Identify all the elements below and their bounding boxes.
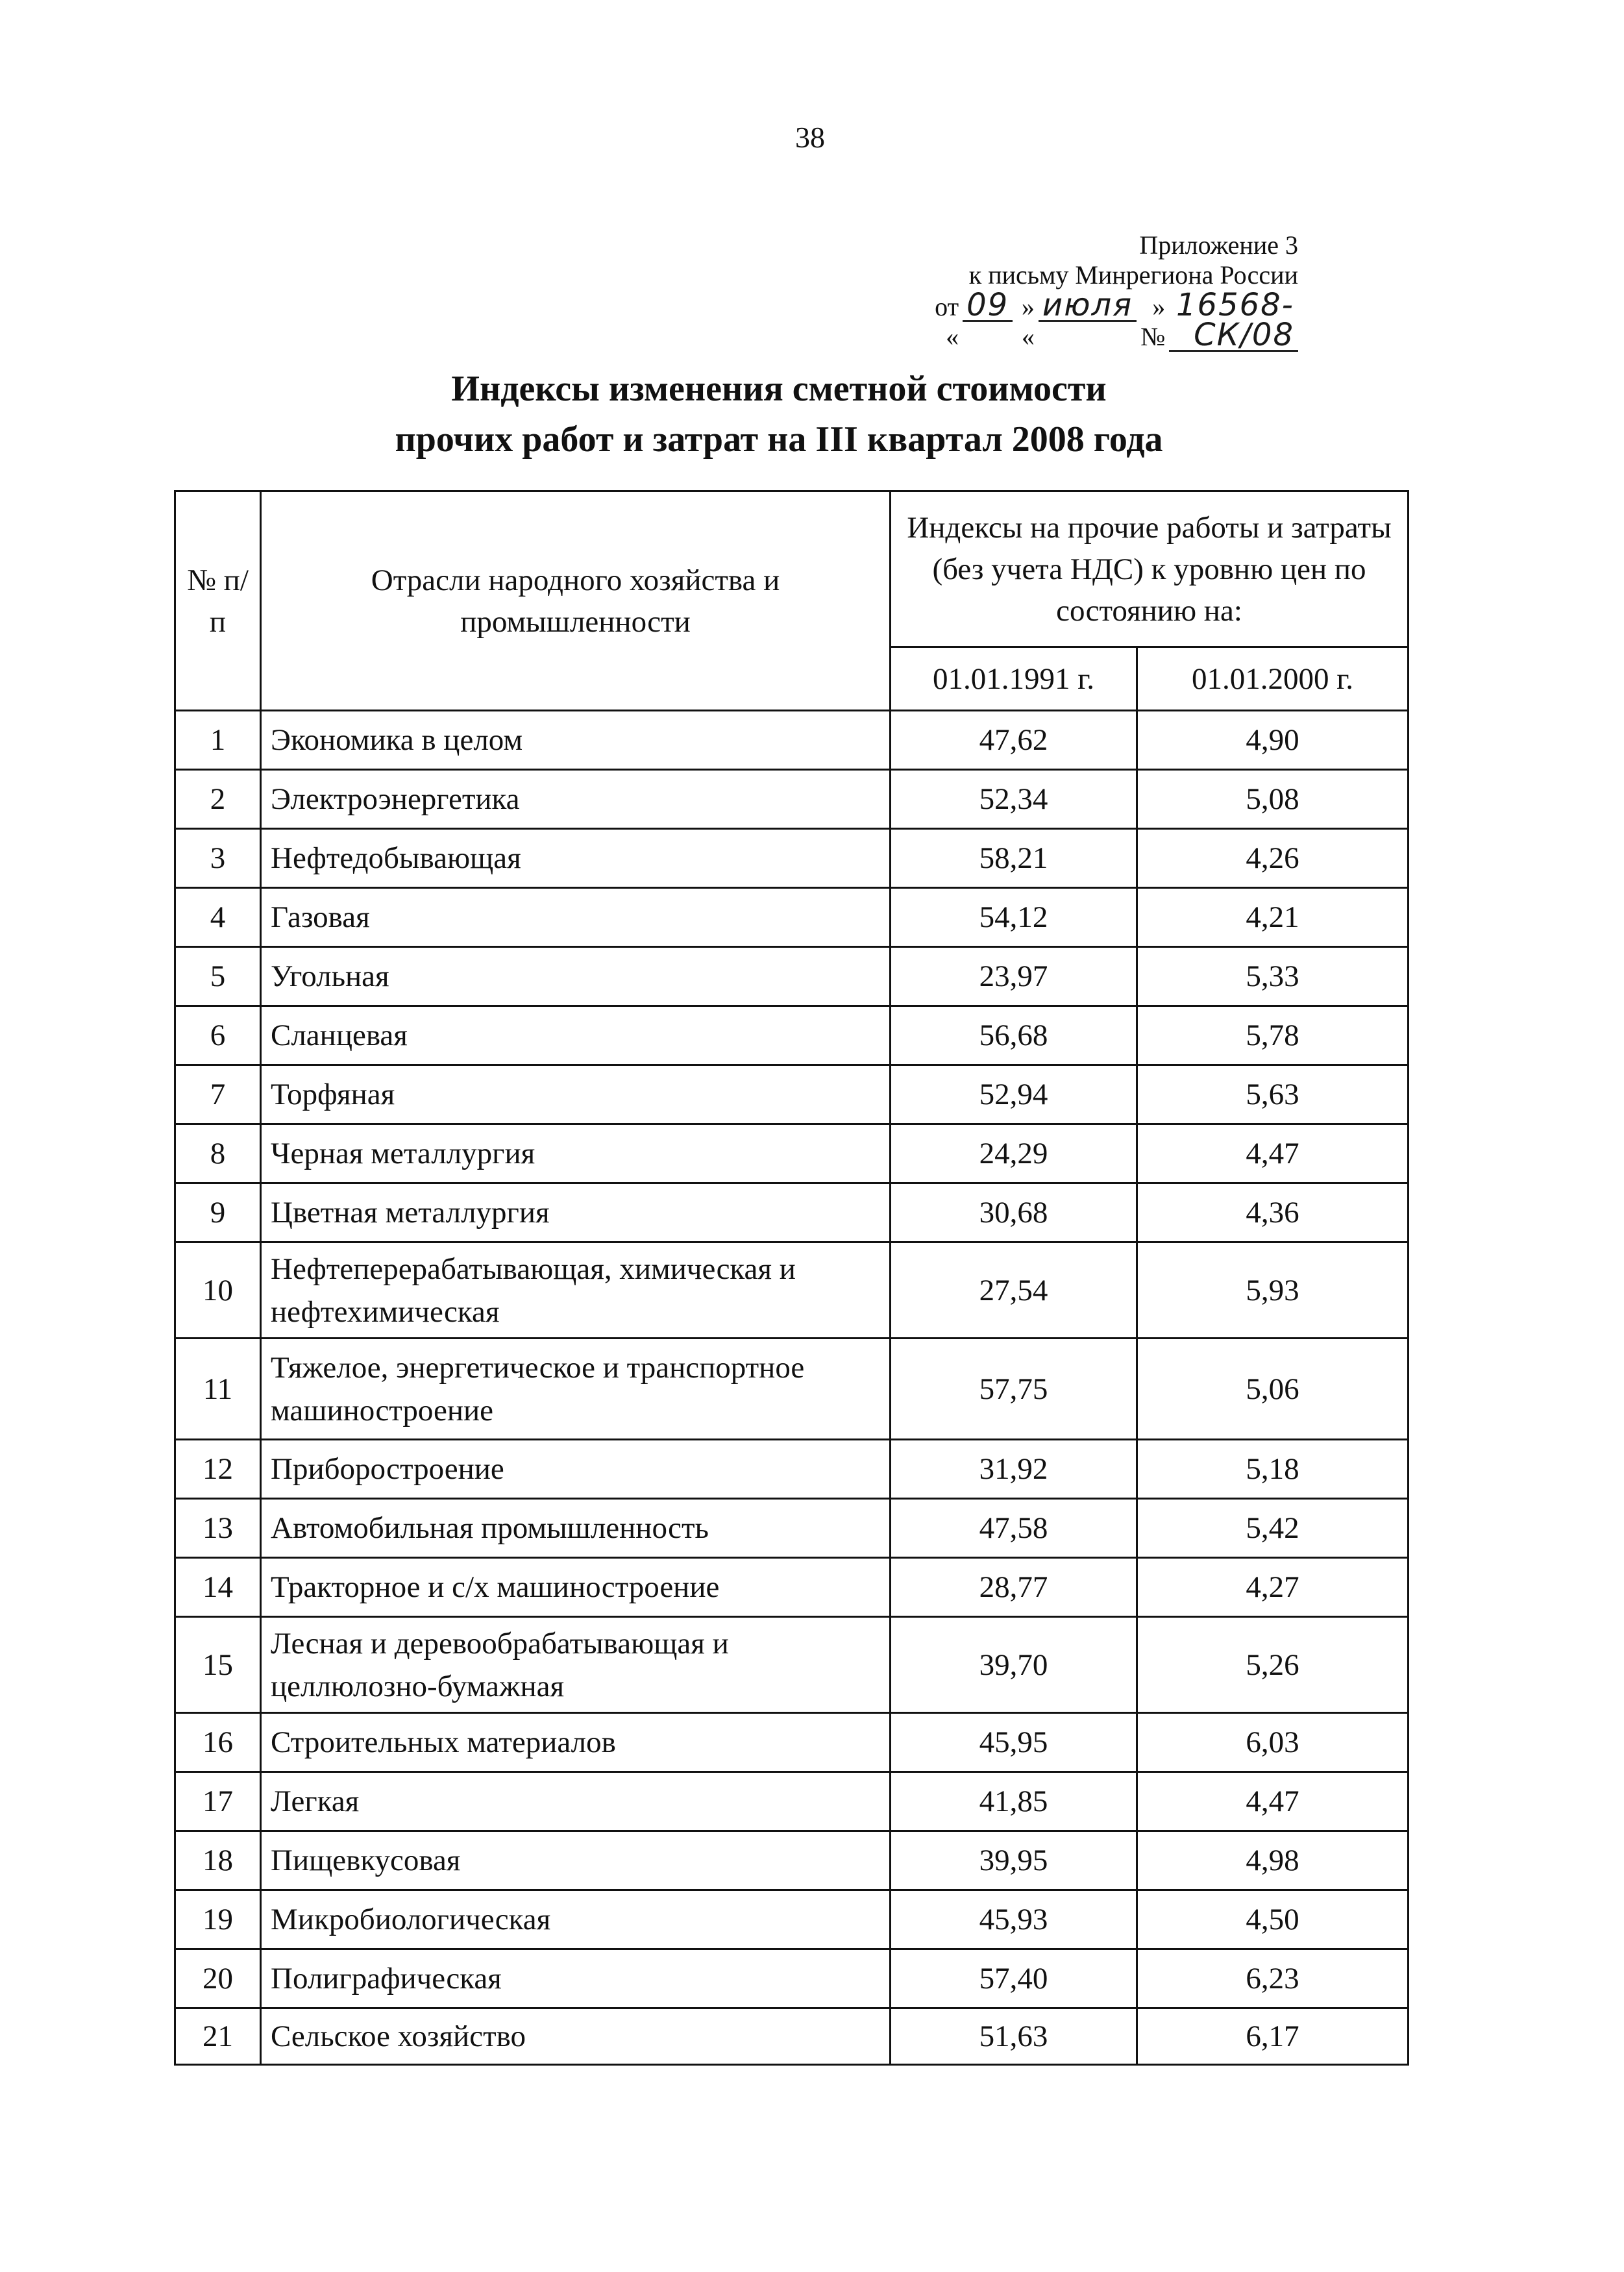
table-row xyxy=(175,1772,1409,1831)
row-index-2000: 5,42 xyxy=(1137,1499,1409,1558)
row-index-2000: 4,47 xyxy=(1137,1772,1409,1831)
row-index-2000: 4,26 xyxy=(1137,829,1409,888)
appendix-title: Приложение 3 xyxy=(1139,230,1298,260)
table-row xyxy=(175,1124,1409,1183)
table-row xyxy=(175,1558,1409,1617)
appendix-header xyxy=(935,230,1298,352)
row-number: 15 xyxy=(175,1617,261,1713)
row-index-2000: 5,06 xyxy=(1137,1339,1409,1440)
row-sector-name: Угольная xyxy=(261,947,891,1006)
row-index-2000: 5,63 xyxy=(1137,1065,1409,1124)
row-index-2000: 4,98 xyxy=(1137,1831,1409,1890)
row-number: 10 xyxy=(175,1242,261,1339)
header-date-2000: 01.01.2000 г. xyxy=(1137,647,1409,711)
row-number: 17 xyxy=(175,1772,261,1831)
row-number: 8 xyxy=(175,1124,261,1183)
table-row xyxy=(175,770,1409,829)
header-indices: Индексы на прочие работы и затраты (без учета НДС) к уровню цен по состоянию на: xyxy=(891,491,1409,647)
row-sector-name: Электроэнергетика xyxy=(261,770,891,829)
row-index-1991: 41,85 xyxy=(891,1772,1137,1831)
table-row xyxy=(175,829,1409,888)
document-title xyxy=(195,364,1363,465)
table-row xyxy=(175,1440,1409,1499)
row-sector-name: Нефтеперерабатывающая, химическая и нефтехимическая xyxy=(261,1242,891,1339)
row-index-1991: 27,54 xyxy=(891,1242,1137,1339)
row-index-1991: 58,21 xyxy=(891,829,1137,888)
day-close: » « xyxy=(1021,292,1035,351)
row-index-2000: 5,26 xyxy=(1137,1617,1409,1713)
row-sector-name: Цветная металлургия xyxy=(261,1183,891,1242)
row-index-1991: 23,97 xyxy=(891,947,1137,1006)
row-index-1991: 39,95 xyxy=(891,1831,1137,1890)
row-sector-name: Экономика в целом xyxy=(261,711,891,770)
row-sector-name: Газовая xyxy=(261,888,891,947)
row-index-1991: 56,68 xyxy=(891,1006,1137,1065)
table-row xyxy=(175,1890,1409,1949)
row-number: 20 xyxy=(175,1949,261,2008)
table-header xyxy=(175,491,1409,711)
table-row xyxy=(175,711,1409,770)
index-table xyxy=(174,490,1409,2066)
row-sector-name: Тракторное и с/х машиностроение xyxy=(261,1558,891,1617)
row-sector-name: Полиграфическая xyxy=(261,1949,891,2008)
appendix-date-line xyxy=(935,287,1298,353)
row-sector-name: Торфяная xyxy=(261,1065,891,1124)
row-sector-name: Пищевкусовая xyxy=(261,1831,891,1890)
table-row xyxy=(175,888,1409,947)
row-index-1991: 31,92 xyxy=(891,1440,1137,1499)
row-index-2000: 4,50 xyxy=(1137,1890,1409,1949)
appendix-letter-ref: к письму Минрегиона России xyxy=(968,260,1298,290)
row-index-1991: 57,75 xyxy=(891,1339,1137,1440)
row-number: 4 xyxy=(175,888,261,947)
row-number: 18 xyxy=(175,1831,261,1890)
table-row xyxy=(175,2008,1409,2065)
table-row xyxy=(175,1065,1409,1124)
table-row xyxy=(175,1339,1409,1440)
row-index-1991: 54,12 xyxy=(891,888,1137,947)
month-close: » № xyxy=(1140,292,1166,351)
table-row xyxy=(175,947,1409,1006)
row-index-2000: 4,21 xyxy=(1137,888,1409,947)
title-line-1: Индексы изменения сметной стоимости xyxy=(451,369,1107,409)
page-number: 38 xyxy=(795,121,825,154)
row-index-1991: 47,62 xyxy=(891,711,1137,770)
table-row xyxy=(175,1831,1409,1890)
table-body xyxy=(175,711,1409,2065)
row-index-2000: 6,23 xyxy=(1137,1949,1409,2008)
header-sector: Отрасли народного хозяйства и промышленности xyxy=(261,491,891,711)
row-index-1991: 52,34 xyxy=(891,770,1137,829)
row-index-1991: 45,95 xyxy=(891,1713,1137,1772)
row-number: 1 xyxy=(175,711,261,770)
row-index-1991: 45,93 xyxy=(891,1890,1137,1949)
row-number: 12 xyxy=(175,1440,261,1499)
row-index-2000: 4,36 xyxy=(1137,1183,1409,1242)
table-row xyxy=(175,1617,1409,1713)
row-index-2000: 5,33 xyxy=(1137,947,1409,1006)
handwritten-ref-number: 16568-СК/08 xyxy=(1169,290,1298,352)
row-number: 16 xyxy=(175,1713,261,1772)
table-row xyxy=(175,1499,1409,1558)
table-row xyxy=(175,1183,1409,1242)
row-number: 13 xyxy=(175,1499,261,1558)
row-sector-name: Микробиологическая xyxy=(261,1890,891,1949)
row-sector-name: Сланцевая xyxy=(261,1006,891,1065)
row-number: 6 xyxy=(175,1006,261,1065)
row-number: 7 xyxy=(175,1065,261,1124)
header-date-1991: 01.01.1991 г. xyxy=(891,647,1137,711)
row-sector-name: Черная металлургия xyxy=(261,1124,891,1183)
row-index-1991: 52,94 xyxy=(891,1065,1137,1124)
row-index-1991: 51,63 xyxy=(891,2008,1137,2065)
row-index-1991: 57,40 xyxy=(891,1949,1137,2008)
row-sector-name: Лесная и деревообрабатывающая и целлюлозно-бумажная xyxy=(261,1617,891,1713)
handwritten-month: июля xyxy=(1039,290,1137,322)
row-index-2000: 4,47 xyxy=(1137,1124,1409,1183)
row-index-1991: 28,77 xyxy=(891,1558,1137,1617)
row-index-2000: 4,27 xyxy=(1137,1558,1409,1617)
header-num: № п/п xyxy=(175,491,261,711)
row-index-1991: 39,70 xyxy=(891,1617,1137,1713)
row-index-2000: 4,90 xyxy=(1137,711,1409,770)
row-sector-name: Легкая xyxy=(261,1772,891,1831)
row-sector-name: Нефтедобывающая xyxy=(261,829,891,888)
table-row xyxy=(175,1713,1409,1772)
row-number: 14 xyxy=(175,1558,261,1617)
row-index-2000: 5,18 xyxy=(1137,1440,1409,1499)
row-number: 11 xyxy=(175,1339,261,1440)
row-index-1991: 30,68 xyxy=(891,1183,1137,1242)
table-row xyxy=(175,1006,1409,1065)
table-row xyxy=(175,1242,1409,1339)
handwritten-day: 09 xyxy=(963,290,1013,322)
row-index-2000: 6,03 xyxy=(1137,1713,1409,1772)
title-line-2: прочих работ и затрат на III квартал 2008 года xyxy=(395,419,1163,460)
row-number: 2 xyxy=(175,770,261,829)
row-index-2000: 5,78 xyxy=(1137,1006,1409,1065)
row-sector-name: Тяжелое, энергетическое и транспортное машиностроение xyxy=(261,1339,891,1440)
table-row xyxy=(175,1949,1409,2008)
row-sector-name: Сельское хозяйство xyxy=(261,2008,891,2065)
row-sector-name: Приборостроение xyxy=(261,1440,891,1499)
row-index-2000: 5,93 xyxy=(1137,1242,1409,1339)
row-index-2000: 5,08 xyxy=(1137,770,1409,829)
row-number: 21 xyxy=(175,2008,261,2065)
row-sector-name: Строительных материалов xyxy=(261,1713,891,1772)
row-sector-name: Автомобильная промышленность xyxy=(261,1499,891,1558)
row-index-1991: 47,58 xyxy=(891,1499,1137,1558)
row-number: 9 xyxy=(175,1183,261,1242)
row-index-1991: 24,29 xyxy=(891,1124,1137,1183)
row-index-2000: 6,17 xyxy=(1137,2008,1409,2065)
row-number: 5 xyxy=(175,947,261,1006)
row-number: 19 xyxy=(175,1890,261,1949)
date-prefix: от « xyxy=(935,292,959,351)
row-number: 3 xyxy=(175,829,261,888)
